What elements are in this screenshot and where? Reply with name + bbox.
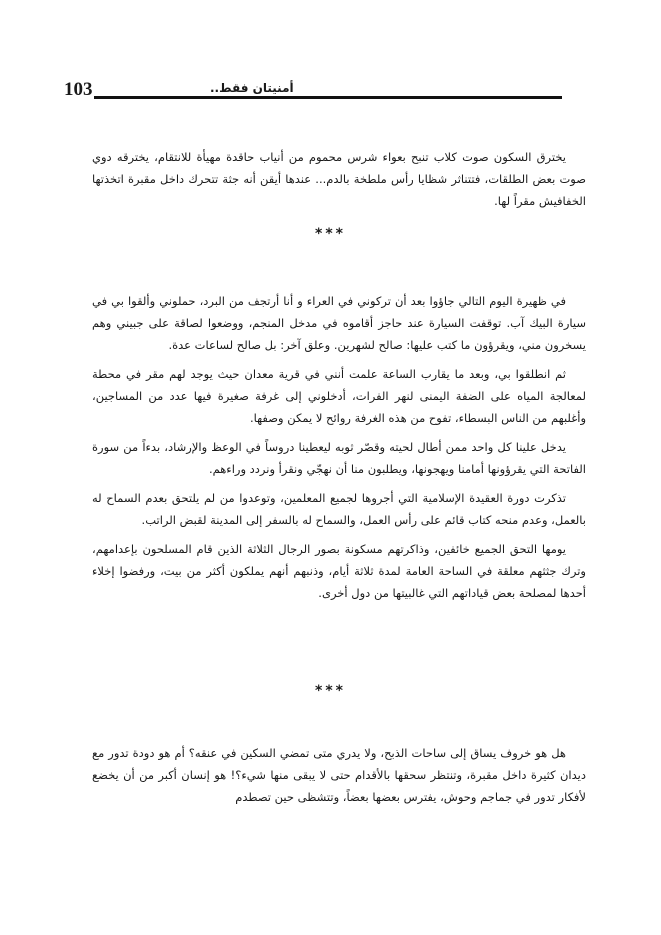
paragraph: يخترق السكون صوت كلاب تنبح بعواء شرس محموم من أنياب حاقدة مهيأة للانتقام، يخترقه دوي صوت بعض الطلقات، فتتناثر شظايا رأس ملطخة بالدم... عندها أيقن أنه جثة تتحرك داخل مقبرة اتخذتها الخفافيش مقراً لها. <box>92 150 586 208</box>
header-rule <box>94 96 562 99</box>
running-title: أمنيتان فقط.. <box>210 81 294 95</box>
paragraph: يومها التحق الجميع خائفين، وذاكرتهم مسكونة بصور الرجال الثلاثة الذين قام المسلحون بإعدامهم، وترك جثثهم معلقة في الساحة العامة لمدة ثلاثة أيام، وذنبهم أنهم يملكون أكثر من بيت، ورفضوا إخلاء أحدها لمصلحة بعض قياداتهم التي غالبيتها من دول أخرى. <box>92 542 586 600</box>
paragraph: يدخل علينا كل واحد ممن أطال لحيته وقصّر ثوبه ليعطينا دروساً في الوعظ والإرشاد، بدءاً من سورة الفاتحة التي يقرؤونها أمامنا ويهجونها، ويطلبون منا أن نهجّي ونقرأ ونردد وراءهم. <box>92 440 586 476</box>
section-separator: *** <box>315 683 346 699</box>
paragraph: هل هو خروف يساق إلى ساحات الذبح، ولا يدري متى تمضي السكين في عنقه؟ أم هو دودة تدور مع ديدان كثيرة داخل مقبرة، وتنتظر سحقها بالأقدام حتى لا يبقى منها شيء؟! هو إنسان أكبر من أن يخضع لأفكار تدور في جماجم وحوش، يفترس بعضها بعضاً، وتتشظى حين تصطدم <box>92 746 586 804</box>
paragraph: ثم انطلقوا بي، وبعد ما يقارب الساعة علمت أنني في قرية معدان حيث يوجد لهم مقر في محطة لمعالجة المياه على الضفة اليمنى لنهر الفرات، أدخلوني إلى غرفة صغيرة فيها عدد من المساجين، وأغلبهم من الناس البسطاء، تفوح من هذه الغرفة روائح لا يمكن وصفها. <box>92 367 586 425</box>
page-number: 103 <box>64 79 93 100</box>
text-block-2 <box>92 290 586 611</box>
paragraph: في ظهيرة اليوم التالي جاؤوا بعد أن تركوني في العراء و أنا أرتجف من البرد، حملوني وألقوا بي في سيارة البيك آب. توقفت السيارة عند حاجز أقاموه في مدخل المنجم، ووضعوا لصاقة على جبيني وهم يسخرون مني، ويقرؤون ما كتب عليها: صالح لشهرين. وعلق آخر: بل صالح لساعات عدة. <box>92 294 586 352</box>
section-separator: *** <box>315 226 346 242</box>
text-block-1 <box>92 146 586 219</box>
text-block-3 <box>92 742 586 815</box>
paragraph: تذكرت دورة العقيدة الإسلامية التي أجروها لجميع المعلمين، وتوعدوا من لم يلتحق بعدم السماح له بالعمل، وعدم منحه كتاب قائم على رأس العمل، والسماح له بالسفر إلى المدينة لقبض الراتب. <box>92 491 586 527</box>
page-header <box>0 74 661 104</box>
